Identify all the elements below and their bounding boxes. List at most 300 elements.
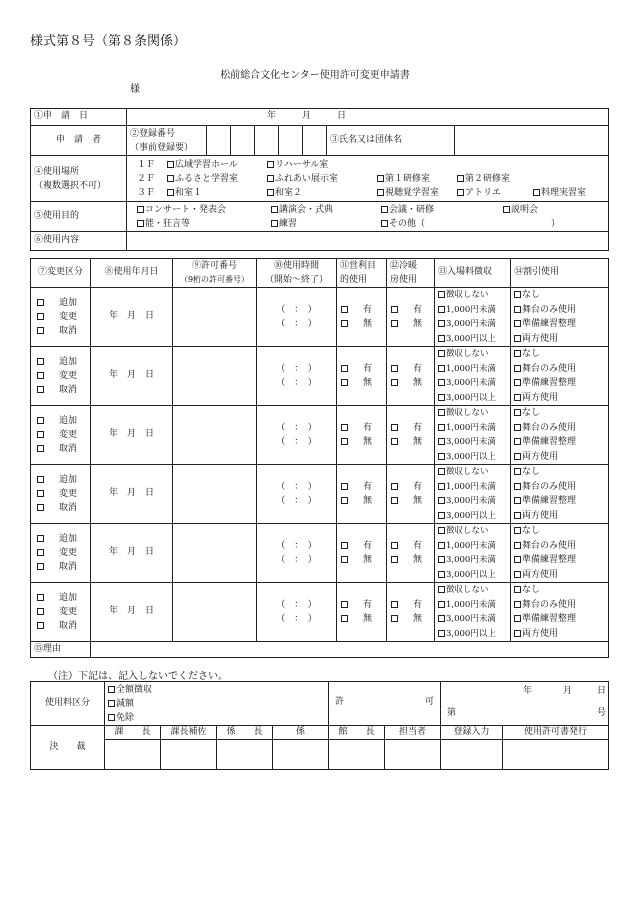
checkbox-icon [514, 601, 521, 608]
checkbox-icon [438, 424, 445, 431]
fee-under-1000[interactable]: 1,000円未満 [438, 421, 507, 436]
change-cancel[interactable]: 取消 [37, 383, 87, 397]
checkbox-icon [514, 350, 521, 357]
aircon-yes[interactable]: 有 [391, 598, 431, 612]
room-hall[interactable]: 広域学習ホール [167, 158, 238, 172]
content-label: ⑥使用内容 [31, 232, 127, 251]
checkbox-icon [514, 453, 521, 460]
room-furusato[interactable]: ふるさと学習室 [167, 172, 238, 186]
disc-stage[interactable]: 舞台のみ使用 [514, 362, 605, 377]
discount-options [511, 583, 609, 642]
aircon-yes[interactable]: 有 [391, 303, 431, 317]
checkbox-icon [514, 291, 521, 298]
checkbox-icon [108, 700, 115, 707]
col-permit-no: ⑨許可番号 （9桁の許可番号） [173, 259, 257, 288]
checkbox-icon [391, 483, 398, 490]
checkbox-icon [341, 306, 348, 313]
checkbox-icon [514, 527, 521, 534]
commercial-no[interactable]: 無 [341, 376, 383, 390]
doc-title: 松前総合文化センター使用許可変更申請書 [220, 70, 410, 81]
room-washitsu2[interactable]: 和室２ [267, 186, 302, 200]
checkbox-icon [267, 175, 274, 182]
apply-date-label: ①申 請 日 [31, 109, 127, 126]
disc-both[interactable]: 両方使用 [514, 391, 605, 406]
permit-no-field[interactable] [173, 288, 257, 347]
col-use-date: ⑧使用年月日 [91, 259, 173, 288]
place-label: ④使用場所 （複数選択不可） [31, 156, 127, 202]
aircon-no[interactable]: 無 [391, 612, 431, 626]
tanto-label: 担当者 [385, 726, 441, 740]
use-date-field[interactable]: 年 月 日 [91, 406, 173, 465]
aircon-yes[interactable]: 有 [391, 362, 431, 376]
change-modify[interactable]: 変更 [37, 428, 87, 442]
change-add[interactable]: 追加 [37, 591, 87, 605]
change-modify[interactable]: 変更 [37, 369, 87, 383]
reg-no-box-2[interactable] [231, 126, 255, 156]
commercial-yes[interactable]: 有 [341, 362, 383, 376]
purpose-meeting[interactable]: 会議・研修 [381, 203, 434, 217]
checkbox-icon [341, 379, 348, 386]
aircon-options [387, 347, 435, 406]
col-commercial: ⑪営利目 的使用 [337, 259, 387, 288]
aircon-no[interactable]: 無 [391, 317, 431, 331]
checkbox-icon [438, 512, 445, 519]
change-cancel[interactable]: 取消 [37, 324, 87, 338]
table-row [31, 524, 609, 583]
use-time-field[interactable]: （ ： ） （ ： ） [257, 347, 337, 406]
checkbox-icon [391, 542, 398, 549]
fee-under-3000[interactable]: 3,000円未満 [438, 435, 507, 450]
checkbox-icon [438, 335, 445, 342]
reg-no-box-5[interactable] [303, 126, 327, 156]
addressee: 様 [130, 84, 140, 95]
col-discount: ⑭割引使用 [511, 259, 609, 288]
hakko-label: 使用許可書発行 [503, 726, 609, 740]
commercial-no[interactable]: 無 [341, 612, 383, 626]
commercial-options [337, 524, 387, 583]
change-cancel[interactable]: 取消 [37, 560, 87, 574]
apply-date-field[interactable]: 年 月 日 [127, 109, 609, 126]
checkbox-icon [514, 306, 521, 313]
checkbox-icon [514, 571, 521, 578]
checkbox-icon [514, 542, 521, 549]
commercial-no[interactable]: 無 [341, 317, 383, 331]
fee-over-3000[interactable]: 3,000円以上 [438, 568, 507, 583]
reg-no-box-3[interactable] [255, 126, 279, 156]
checkbox-icon [377, 189, 384, 196]
content-field[interactable] [127, 232, 609, 251]
fee-under-1000[interactable]: 1,000円未満 [438, 480, 507, 495]
disc-both[interactable]: 両方使用 [514, 332, 605, 347]
stamp-kan-cho[interactable] [329, 740, 385, 770]
checkbox-icon [438, 630, 445, 637]
col-use-time: ⑩使用時間 （開始～終了） [257, 259, 337, 288]
checkbox-icon [341, 615, 348, 622]
admission-options [435, 406, 511, 465]
office-note: （注）下記は、記入しないでください。 [48, 671, 228, 682]
use-time-field[interactable]: （ ： ） （ ： ） [257, 583, 337, 642]
office-table [30, 681, 609, 770]
checkbox-icon [341, 542, 348, 549]
fee-none[interactable]: 徴収しない [438, 347, 507, 362]
stamp-kakari-cho[interactable] [217, 740, 273, 770]
table-row [31, 583, 609, 642]
room-cooking[interactable]: 料理実習室 [533, 186, 586, 200]
fee-full[interactable]: 全額徴収 [108, 683, 325, 697]
purpose-options [127, 202, 609, 232]
commercial-options [337, 288, 387, 347]
fee-under-3000[interactable]: 3,000円未満 [438, 612, 507, 627]
fee-under-3000[interactable]: 3,000円未満 [438, 553, 507, 568]
aircon-options [387, 465, 435, 524]
fee-none[interactable]: 徴収しない [438, 465, 507, 480]
aircon-options [387, 288, 435, 347]
stamp-kakari[interactable] [273, 740, 329, 770]
fee-under-3000[interactable]: 3,000円未満 [438, 494, 507, 509]
checkbox-icon [438, 438, 445, 445]
table-row [31, 465, 609, 524]
use-date-field[interactable]: 年 月 日 [91, 524, 173, 583]
checkbox-icon [377, 175, 384, 182]
aircon-no[interactable]: 無 [391, 553, 431, 567]
checkbox-icon [341, 497, 348, 504]
commercial-yes[interactable]: 有 [341, 480, 383, 494]
table-row [31, 347, 609, 406]
room-training2[interactable]: 第２研修室 [457, 172, 510, 186]
fee-under-1000[interactable]: 1,000円未満 [438, 303, 507, 318]
checkbox-icon [438, 394, 445, 401]
purpose-other-close: ） [551, 219, 561, 229]
fee-exempt[interactable]: 免除 [108, 711, 325, 725]
checkbox-icon [108, 714, 115, 721]
commercial-yes[interactable]: 有 [341, 303, 383, 317]
room-atelier[interactable]: アトリエ [457, 186, 501, 200]
name-label: ③氏名又は団体名 [327, 126, 455, 156]
checkbox-icon [391, 556, 398, 563]
checkbox-icon [438, 586, 445, 593]
change-cancel[interactable]: 取消 [37, 619, 87, 633]
disc-both[interactable]: 両方使用 [514, 509, 605, 524]
room-av[interactable]: 視聴覚学習室 [377, 186, 439, 200]
checkbox-icon [438, 527, 445, 534]
fee-class-options [105, 682, 329, 726]
disc-stage[interactable]: 舞台のみ使用 [514, 539, 605, 554]
checkbox-icon [438, 453, 445, 460]
use-date-field[interactable]: 年 月 日 [91, 583, 173, 642]
checkbox-icon [514, 320, 521, 327]
fee-over-3000[interactable]: 3,000円以上 [438, 627, 507, 642]
checkbox-icon [438, 601, 445, 608]
purpose-other[interactable]: その他（ [381, 217, 425, 231]
reg-no-box-4[interactable] [279, 126, 303, 156]
disc-both[interactable]: 両方使用 [514, 450, 605, 465]
checkbox-icon [271, 206, 278, 213]
permit-no-field[interactable] [173, 524, 257, 583]
disc-none[interactable]: なし [514, 347, 605, 362]
reason-label: ⑮理由 [31, 642, 91, 658]
checkbox-icon [514, 586, 521, 593]
reason-field[interactable] [91, 642, 609, 658]
use-time-field[interactable]: （ ： ） （ ： ） [257, 288, 337, 347]
reg-no-label: ②登録番号 （事前登録要） [127, 126, 207, 156]
purpose-lecture[interactable]: 講演会・式典 [271, 203, 333, 217]
fee-none[interactable]: 徴収しない [438, 524, 507, 539]
checkbox-icon [438, 468, 445, 475]
checkbox-icon [341, 601, 348, 608]
checkbox-icon [341, 438, 348, 445]
commercial-no[interactable]: 無 [341, 494, 383, 508]
checkbox-icon [341, 483, 348, 490]
fee-none[interactable]: 徴収しない [438, 406, 507, 421]
change-add[interactable]: 追加 [37, 355, 87, 369]
disc-stage[interactable]: 舞台のみ使用 [514, 480, 605, 495]
checkbox-icon [37, 476, 44, 483]
purpose-briefing[interactable]: 説明会 [503, 203, 538, 217]
purpose-concert[interactable]: コンサート・発表会 [137, 203, 226, 217]
aircon-yes[interactable]: 有 [391, 421, 431, 435]
checkbox-icon [37, 608, 44, 615]
checkbox-icon [391, 320, 398, 327]
fee-under-1000[interactable]: 1,000円未満 [438, 539, 507, 554]
fee-none[interactable]: 徴収しない [438, 288, 507, 303]
fee-class-label: 使用料区分 [31, 682, 105, 726]
disc-prep[interactable]: 準備練習整理 [514, 435, 605, 450]
name-field[interactable] [455, 126, 609, 156]
checkbox-icon [438, 497, 445, 504]
discount-options [511, 288, 609, 347]
ka-cho-ho-label: 課長補佐 [161, 726, 217, 740]
fee-under-1000[interactable]: 1,000円未満 [438, 598, 507, 613]
checkbox-icon [381, 206, 388, 213]
fee-under-3000[interactable]: 3,000円未満 [438, 317, 507, 332]
checkbox-icon [514, 615, 521, 622]
disc-none[interactable]: なし [514, 465, 605, 480]
checkbox-icon [271, 220, 278, 227]
checkbox-icon [37, 417, 44, 424]
checkbox-icon [37, 299, 44, 306]
permit-no-field[interactable] [173, 406, 257, 465]
use-date-field[interactable]: 年 月 日 [91, 465, 173, 524]
disc-prep[interactable]: 準備練習整理 [514, 553, 605, 568]
ka-cho-label: 課 長 [105, 726, 161, 740]
checkbox-icon [514, 630, 521, 637]
disc-none[interactable]: なし [514, 288, 605, 303]
col-aircon: ⑫冷暖 房使用 [387, 259, 435, 288]
disc-prep[interactable]: 準備練習整理 [514, 317, 605, 332]
checkbox-icon [37, 549, 44, 556]
commercial-no[interactable]: 無 [341, 435, 383, 449]
checkbox-icon [438, 379, 445, 386]
change-cancel[interactable]: 取消 [37, 442, 87, 456]
change-type-options [31, 583, 91, 642]
stamp-hakko[interactable] [503, 740, 609, 770]
header-table [30, 108, 609, 251]
checkbox-icon [341, 320, 348, 327]
change-modify[interactable]: 変更 [37, 310, 87, 324]
checkbox-icon [37, 535, 44, 542]
commercial-options [337, 406, 387, 465]
checkbox-icon [391, 438, 398, 445]
checkbox-icon [37, 358, 44, 365]
disc-prep[interactable]: 準備練習整理 [514, 494, 605, 509]
use-date-field[interactable]: 年 月 日 [91, 347, 173, 406]
kakari-label: 係 [273, 726, 329, 740]
use-time-field[interactable]: （ ： ） （ ： ） [257, 406, 337, 465]
stamp-touroku[interactable] [441, 740, 503, 770]
checkbox-icon [514, 365, 521, 372]
admission-options [435, 583, 511, 642]
purpose-practice[interactable]: 練習 [271, 217, 297, 231]
change-add[interactable]: 追加 [37, 532, 87, 546]
stamp-tanto[interactable] [385, 740, 441, 770]
checkbox-icon [514, 335, 521, 342]
checkbox-icon [37, 504, 44, 511]
checkbox-icon [514, 394, 521, 401]
checkbox-icon [341, 424, 348, 431]
checkbox-icon [37, 431, 44, 438]
aircon-no[interactable]: 無 [391, 494, 431, 508]
room-fureai[interactable]: ふれあい展示室 [267, 172, 338, 186]
fee-over-3000[interactable]: 3,000円以上 [438, 391, 507, 406]
checkbox-icon [37, 490, 44, 497]
fee-over-3000[interactable]: 3,000円以上 [438, 332, 507, 347]
change-add[interactable]: 追加 [37, 414, 87, 428]
checkbox-icon [37, 563, 44, 570]
checkbox-icon [514, 424, 521, 431]
aircon-no[interactable]: 無 [391, 376, 431, 390]
kakari-cho-label: 係 長 [217, 726, 273, 740]
change-add[interactable]: 追加 [37, 473, 87, 487]
place-options: １Ｆ 広域学習ホール リハーサル室 ２Ｆ ふるさと学習室 ふれあい展示室 第１研修室 第２研修室 ３Ｆ 和室１ 和室２ 視聴覚学習室 アトリエ 料理実習室 [127, 156, 609, 202]
commercial-options [337, 583, 387, 642]
disc-stage[interactable]: 舞台のみ使用 [514, 303, 605, 318]
checkbox-icon [391, 615, 398, 622]
change-type-options [31, 288, 91, 347]
disc-both[interactable]: 両方使用 [514, 627, 605, 642]
checkbox-icon [391, 306, 398, 313]
commercial-yes[interactable]: 有 [341, 598, 383, 612]
checkbox-icon [267, 161, 274, 168]
checkbox-icon [267, 189, 274, 196]
change-type-options [31, 347, 91, 406]
checkbox-icon [514, 379, 521, 386]
checkbox-icon [167, 175, 174, 182]
change-modify[interactable]: 変更 [37, 546, 87, 560]
fee-over-3000[interactable]: 3,000円以上 [438, 450, 507, 465]
fee-over-3000[interactable]: 3,000円以上 [438, 509, 507, 524]
commercial-yes[interactable]: 有 [341, 421, 383, 435]
discount-options [511, 465, 609, 524]
permit-no-field[interactable] [173, 347, 257, 406]
disc-none[interactable]: なし [514, 406, 605, 421]
applicant-label: 申 請 者 [31, 126, 127, 156]
checkbox-icon [137, 206, 144, 213]
disc-prep[interactable]: 準備練習整理 [514, 376, 605, 391]
aircon-yes[interactable]: 有 [391, 539, 431, 553]
change-type-options [31, 524, 91, 583]
discount-options [511, 347, 609, 406]
fee-reduced[interactable]: 減額 [108, 697, 325, 711]
permit-date-number[interactable]: 年 月 日 第 号 [441, 682, 609, 726]
change-modify[interactable]: 変更 [37, 605, 87, 619]
change-type-options [31, 406, 91, 465]
use-time-field[interactable]: （ ： ） （ ： ） [257, 465, 337, 524]
disc-stage[interactable]: 舞台のみ使用 [514, 598, 605, 613]
permit-no-field[interactable] [173, 465, 257, 524]
admission-options [435, 288, 511, 347]
aircon-yes[interactable]: 有 [391, 480, 431, 494]
checkbox-icon [514, 409, 521, 416]
checkbox-icon [381, 220, 388, 227]
disc-none[interactable]: なし [514, 583, 605, 598]
fee-none[interactable]: 徴収しない [438, 583, 507, 598]
checkbox-icon [37, 313, 44, 320]
checkbox-icon [533, 189, 540, 196]
commercial-options [337, 465, 387, 524]
decision-label: 決 裁 [31, 726, 105, 770]
disc-stage[interactable]: 舞台のみ使用 [514, 421, 605, 436]
change-grid [30, 258, 609, 658]
change-modify[interactable]: 変更 [37, 487, 87, 501]
checkbox-icon [438, 320, 445, 327]
change-add[interactable]: 追加 [37, 296, 87, 310]
change-cancel[interactable]: 取消 [37, 501, 87, 515]
checkbox-icon [438, 350, 445, 357]
checkbox-icon [514, 483, 521, 490]
checkbox-icon [438, 291, 445, 298]
checkbox-icon [457, 189, 464, 196]
table-row [31, 406, 609, 465]
room-washitsu1[interactable]: 和室１ [167, 186, 202, 200]
style-number: 様式第８号（第８条関係） [30, 34, 187, 49]
checkbox-icon [37, 386, 44, 393]
checkbox-icon [391, 497, 398, 504]
use-time-field[interactable]: （ ： ） （ ： ） [257, 524, 337, 583]
checkbox-icon [391, 365, 398, 372]
use-date-field[interactable]: 年 月 日 [91, 288, 173, 347]
permit-no-field[interactable] [173, 583, 257, 642]
checkbox-icon [438, 483, 445, 490]
room-training1[interactable]: 第１研修室 [377, 172, 430, 186]
admission-options [435, 347, 511, 406]
commercial-yes[interactable]: 有 [341, 539, 383, 553]
checkbox-icon [37, 594, 44, 601]
commercial-no[interactable]: 無 [341, 553, 383, 567]
checkbox-icon [341, 556, 348, 563]
room-rehearsal[interactable]: リハーサル室 [267, 158, 328, 172]
table-row [31, 288, 609, 347]
fee-under-1000[interactable]: 1,000円未満 [438, 362, 507, 377]
disc-prep[interactable]: 準備練習整理 [514, 612, 605, 627]
checkbox-icon [457, 175, 464, 182]
reg-no-box-1[interactable] [207, 126, 231, 156]
disc-none[interactable]: なし [514, 524, 605, 539]
checkbox-icon [37, 372, 44, 379]
checkbox-icon [438, 556, 445, 563]
purpose-noh[interactable]: 能・狂言等 [137, 217, 190, 231]
stamp-ka-cho[interactable] [105, 740, 161, 770]
checkbox-icon [438, 365, 445, 372]
checkbox-icon [37, 445, 44, 452]
stamp-ka-cho-ho[interactable] [161, 740, 217, 770]
aircon-options [387, 406, 435, 465]
checkbox-icon [391, 424, 398, 431]
disc-both[interactable]: 両方使用 [514, 568, 605, 583]
fee-under-3000[interactable]: 3,000円未満 [438, 376, 507, 391]
checkbox-icon [167, 189, 174, 196]
aircon-no[interactable]: 無 [391, 435, 431, 449]
checkbox-icon [514, 468, 521, 475]
